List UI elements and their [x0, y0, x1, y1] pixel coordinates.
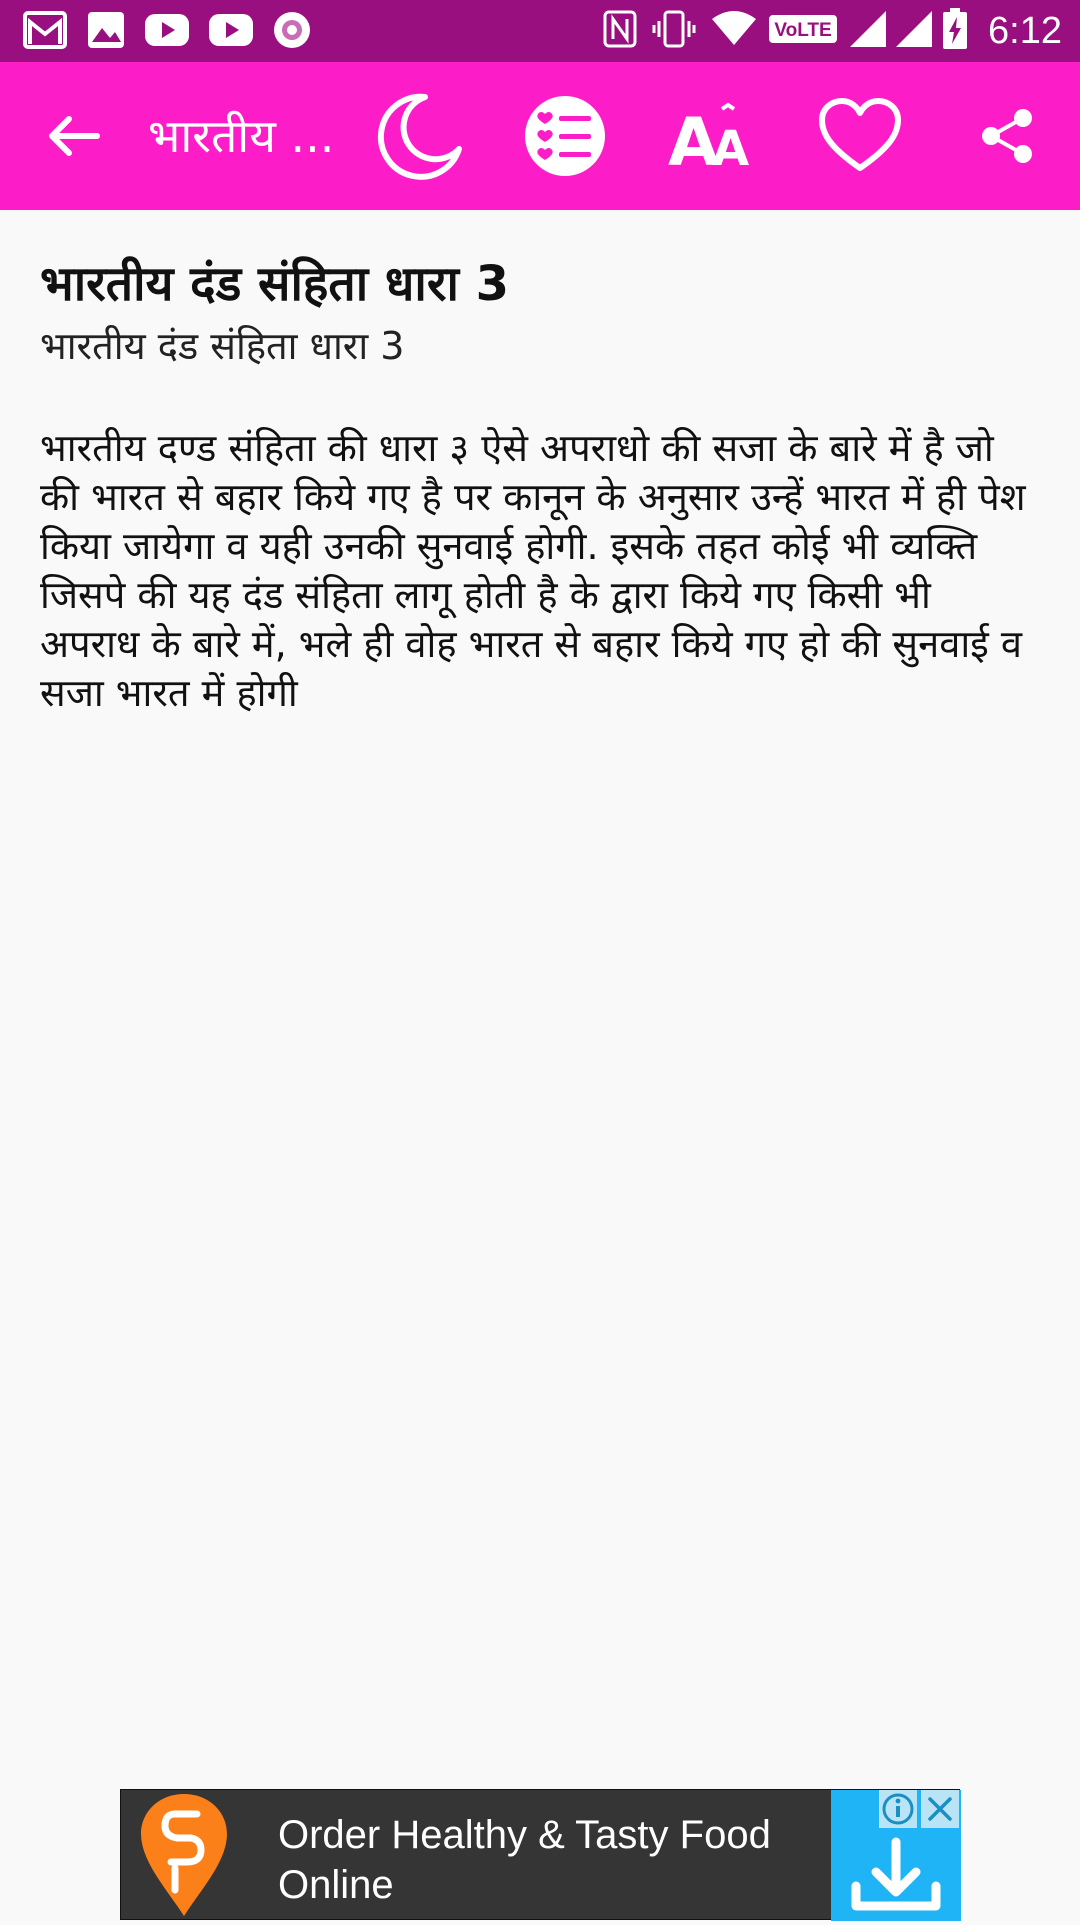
favorite-button[interactable] — [810, 62, 910, 210]
article — [40, 252, 1040, 718]
podcast-icon — [272, 10, 312, 54]
status-bar — [0, 0, 1080, 62]
ad-info-button[interactable] — [879, 1790, 917, 1828]
gallery-icon — [86, 10, 126, 54]
ad-close-button[interactable] — [921, 1790, 959, 1828]
font-size-icon — [668, 101, 754, 171]
vibrate-icon — [652, 9, 696, 53]
font-size-button[interactable] — [661, 62, 761, 210]
ad-banner[interactable] — [120, 1789, 960, 1920]
info-icon — [879, 1790, 917, 1828]
nfc-icon — [602, 9, 638, 53]
favorites-list-icon — [523, 94, 607, 178]
article-title: भारतीय दंड संहिता धारा 3 — [40, 256, 510, 312]
toolbar-title: भारतीय ... — [148, 109, 335, 163]
volte-icon — [768, 11, 838, 51]
gmail-icon — [22, 10, 68, 54]
share-button[interactable] — [957, 62, 1057, 210]
svg-text:A: A — [712, 121, 750, 171]
night-mode-button[interactable] — [370, 62, 470, 210]
signal-icon — [894, 9, 934, 53]
youtube-icon — [208, 13, 254, 51]
ad-headline[interactable]: Order Healthy & Tasty Food Online — [278, 1813, 771, 1907]
arrow-back-icon — [45, 114, 101, 158]
battery-charging-icon — [942, 8, 968, 54]
heart-icon — [818, 98, 902, 174]
favorites-list-button[interactable] — [515, 62, 615, 210]
svg-text:A: A — [668, 104, 720, 171]
close-icon — [921, 1790, 959, 1828]
signal-icon — [848, 9, 888, 53]
youtube-icon — [144, 13, 190, 51]
volte-label: VoLTE — [774, 20, 832, 41]
swiggy-logo-icon — [139, 1792, 229, 1922]
article-body: भारतीय दण्ड संहिता की धारा ३ ऐसे अपराधो की सजा के बारे में है जो की भारत से बहार किये गए है पर कानून के अनुसार उन्हें भारत में ही पेश किया जायेगा व यही उनकी सुनवाई होगी. इसके तहत कोई भी व्यक्ति जिसपे की यह दंड संहिता लागू होती है के द्वारा किये गए किसी भी अपराध के बारे में, भले ही वोह भारत से बहार किये गए हो की सुनवाई व सजा भारत में होगी — [40, 426, 1026, 715]
article-subtitle: भारतीय दंड संहिता धारा 3 — [40, 324, 405, 368]
app-bar — [0, 62, 1080, 210]
moon-icon — [375, 91, 465, 181]
wifi-icon — [710, 9, 758, 53]
back-button[interactable] — [30, 62, 116, 210]
clock: 6:12 — [988, 10, 1062, 52]
share-icon — [979, 108, 1035, 164]
